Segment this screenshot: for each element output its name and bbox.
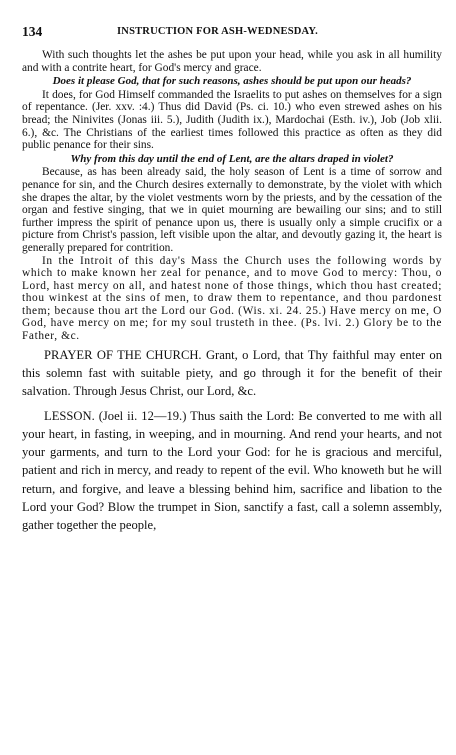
page-header <box>22 24 442 46</box>
paragraph: With such thoughts let the ashes be put upon your head, while you ask in all humility and with a contrite heart, for God's mercy and grace. <box>22 49 442 74</box>
page-number: 134 <box>22 24 43 39</box>
prayer-paragraph: PRAYER OF THE CHURCH. Grant, o Lord, that Thy faithful may enter on this solemn fast with suitable piety, and go through it for the benefit of their salvation. Through Jesus Christ, our Lord, &c. <box>22 347 442 399</box>
main-text <box>22 49 442 343</box>
prayer-and-lesson <box>22 346 442 535</box>
running-title: INSTRUCTION FOR ASH-WEDNESDAY. <box>117 26 318 37</box>
lesson-paragraph: LESSON. (Joel ii. 12—19.) Thus saith the Lord: Be converted to me with all your heart, in fasting, in weeping, and in mourning. And rend your hearts, and not your garments, and turn to the Lord your God: for he is gracious and merciful, patient and rich in mercy, and ready to repent of the evil. Who knoweth but he will return, and forgive, and leave a blessing behind him, sacrifice and libation to the Lord your God? Blow the trumpet in Sion, sanctify a fast, call a solemn assembly, gather together the people, <box>22 408 442 533</box>
paragraph: It does, for God Himself commanded the Israelits to put ashes on themselves for a sign of repentance. (Jer. xxv. :4.) Thus did David (Ps. ci. 10.) who even strewed ashes on his bread; the Ninivites (Jonas iii. 5.), Judith (Judith ix.), Mardochai (Esth. iv.), Job (Job xlii. 6.), &c. The Christians of the earliest times followed this practice as often as they did public penance for their sins. <box>22 88 442 152</box>
question-heading: Does it please God, that for such reasons, ashes should be put upon our heads? <box>52 75 412 88</box>
introit-paragraph: In the Introit of this day's Mass the Church uses the following words by which to make known her zeal for penance, and to move God to mercy: Thou, o Lord, hast mercy on all, and hatest none of those things, which thou hast created; thou winkest at the sins of men, to draw them to repentance, and thou pardonest them; because thou art the Lord our God. (Wis. xi. 24. 25.) Have mercy on me, O God, have mercy on me; for my soul trusteth in thee. (Ps. lvi. 2.) Glory be to the Father, &c. <box>22 254 442 343</box>
paragraph: Because, as has been already said, the holy season of Lent is a time of sorrow and penance for sin, and the Church desires externally to demonstrate, by the violet with which she drapes the altar, by the violet vestments worn by the priests, and by the cessation of the organ and festive singing, that we in quiet mourning are bewailing our sins; and to still further impress the spirit of penance upon us, there is usually only a simple crucifix or a picture from Christ's passion, left visible upon the altar, and devoutly gazing it, the heart is generally prepared for contrition. <box>22 166 442 254</box>
question-heading: Why from this day until the end of Lent, are the altars draped in violet? <box>70 152 394 165</box>
